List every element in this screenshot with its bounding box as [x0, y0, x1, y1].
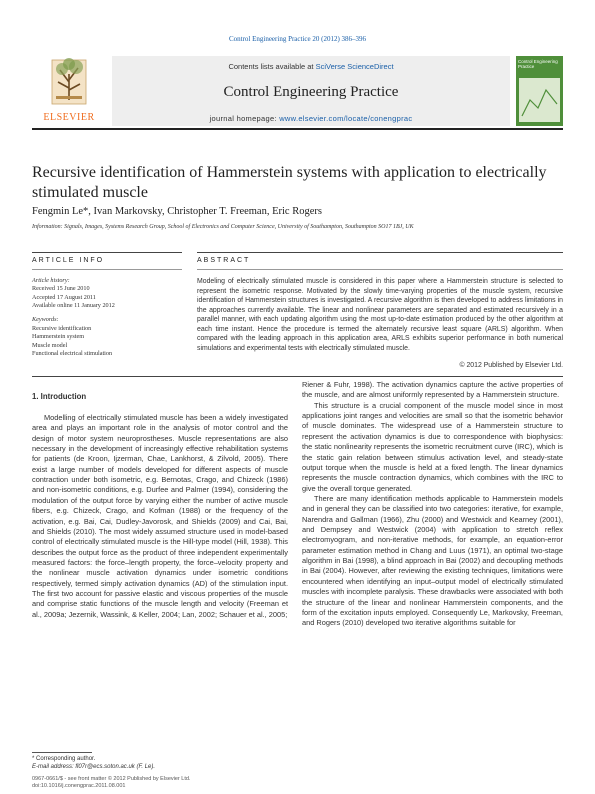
body-left-column	[32, 392, 288, 620]
abstract-copyright: © 2012 Published by Elsevier Ltd.	[459, 362, 563, 369]
history-received: Received 15 June 2010	[32, 285, 90, 293]
keyword: Recursive identification	[32, 324, 92, 332]
elsevier-wordmark: ELSEVIER	[43, 112, 95, 123]
footnote	[32, 755, 288, 771]
abstract-heading: ABSTRACT	[197, 257, 251, 264]
abstract-bottom-rule	[32, 376, 563, 377]
contents-prefix: Contents lists available at	[228, 62, 316, 71]
homepage-prefix: journal homepage:	[209, 114, 280, 123]
author-affiliation: Information: Signals, Images, Systems Research Group, School of Electronics and Computer Science, University of Southampton, Southampton SO17 1BJ, UK	[32, 224, 414, 230]
body-right-column	[302, 380, 563, 629]
keywords-label: Keywords:	[32, 316, 59, 324]
info-top-rule	[32, 252, 182, 253]
journal-homepage	[112, 114, 510, 123]
journal-citation[interactable]: Control Engineering Practice 20 (2012) 386–396	[228, 35, 367, 43]
info-mid-rule	[32, 269, 182, 270]
section-heading-introduction: 1. Introduction	[32, 392, 87, 401]
abstract-top-rule	[197, 252, 563, 253]
abstract-text: Modeling of electrically stimulated muscle is considered in this paper where a Hammerstein structure is selected to represent the isometric response. Motivated by the slowly time-varying properties of the muscle system, recursive identification of Hammerstein structures is investigated. A recursive algorithm is then developed to address limitations in the approaches currently available. The linear and nonlinear parameters are separated and estimated recursively in a parallel manner, with each updating algorithm using the most up-to-date estimation produced by the other algorithm at each time instant. Hence the procedure is termed the alternately recursive least square (ARLS) algorithm. When compared with the leading approach in this application area, ARLS exhibits superior performance in both numerical simulations and experimental tests with electrically stimulated muscle.	[197, 278, 563, 352]
corresponding-author-note: * Corresponding author.	[32, 756, 96, 762]
keyword: Functional electrical stimulation	[32, 349, 113, 357]
article-info	[32, 277, 182, 358]
footnote-rule	[32, 752, 92, 753]
article-authors: Fengmin Le*, Ivan Markovsky, Christopher T. Freeman, Eric Rogers	[32, 206, 322, 217]
front-matter	[32, 776, 288, 790]
history-online: Available online 11 January 2012	[32, 302, 115, 310]
cover-title: Control Engineering Practice	[518, 59, 558, 69]
article-title: Recursive identification of Hammerstein systems with application to electrically stimulated muscle	[32, 164, 547, 201]
paragraph: There are many identification methods applicable to Hammerstein models and in general they can be classified into two categories: iterative, for example, Narendra and Gallman (1966), Zhu (2000) and Westwick and Kearney (2001), and Dempsey and Westwick (2004) with application to stretch reflex electromyogram, and non-iterative methods, for example, an equation-error parameter estimation method in Chang and Luus (1971), an optimal two-stage algorithm in Bai (1998), a blind approach in Bai (2002) and decoupling methods in Bai (2004). However, after reviewing the existing techniques, limitations were encountered when identifying an input–output model of electrically stimulated muscles with incomplete paralysis. These drawbacks were associated with both the structure of the linear and nonlinear Hammerstein components, and the form of the excitation inputs employed. Consequently Le, Markovsky, Freeman, and Rogers (2010) developed two iterative algorithms suitable for	[302, 493, 563, 628]
issn-line: 0967-0661/$ - see front matter © 2012 Published by Elsevier Ltd.	[32, 776, 191, 782]
paragraph: Riener & Fuhr, 1998). The activation dynamics capture the active properties of the muscle, and are almost uniformly represented by a Hammerstein structure.	[302, 380, 563, 400]
header-divider	[32, 128, 563, 130]
doi-line[interactable]: doi:10.1016/j.conengprac.2011.08.001	[32, 783, 126, 790]
contents-available	[112, 62, 510, 71]
journal-title: Control Engineering Practice	[223, 84, 399, 100]
homepage-link[interactable]: www.elsevier.com/locate/conengprac	[279, 114, 413, 123]
keyword: Muscle model	[32, 341, 68, 349]
history-label: Article history:	[32, 277, 70, 284]
article-info-heading: ARTICLE INFO	[32, 257, 105, 264]
history-accepted: Accepted 17 August 2011	[32, 293, 96, 301]
keyword: Hammerstein system	[32, 333, 85, 341]
abstract-mid-rule	[197, 269, 563, 270]
author-email[interactable]: E-mail address: fl07r@ecs.soton.ac.uk (F. Le).	[32, 764, 156, 771]
paragraph: This structure is a crucial component of the muscle model since in most applications joint ranges and velocities are small so that the isometric behavior of muscle dominates. The widespread use of a Hammerstein structure to represent the activation dynamics is due to correspondence with biophysics: the static nonlinearity represents the isometric recruitment curve (IRC), which is the static gain relation between stimulus activation level, and steady-state output torque when the muscle is held at a fixed length. The linear dynamics represents the muscle contraction dynamics, which combines with the IRC to give the overall torque generated.	[302, 400, 563, 493]
paragraph: Modelling of electrically stimulated muscle has been a widely investigated area and plays an important role in the analysis of motor control and the design of motor system neuroprostheses. Muscle representations are also necessary in the development of increasingly effective rehabilitation systems for patients (de Kroon, Ijzerman, Chae, Lankhorst, & Zilvold, 2005). There exist a large number of models developed for different aspects of muscle contraction under both isometric, e.g. Bernotas, Crago, and Chizeck (1986) and non-isometric conditions, e.g. Durfee and Palmer (1994), considering the modulation of the output force by varying either the number of active muscle fibers, e.g. Chizeck, Crago, and Kofman (1988) or the frequency of the activation, e.g. Bai, Cai, Dudley-Javorosk, and Shields (2009) and Cai, Bai, and Shields (2010). The most widely assumed structure used in model-based control of electrically stimulated muscle is the Hill-type model (Hill, 1938). This describes the output force as the product of three independent experimentally measured factors: the force–length property, the force–velocity property and the nonlinear muscle activation dynamics under isometric conditions respectively, termed simply activation dynamics (AD) of the stimulation input. The first two account for passive elastic and viscous properties of the muscle and comprise static functions of the muscle length and velocity (Freeman et al., 2009a; Jezernik, Wassink, & Keller, 2004; Lan, 2002; Schauer et al., 2005;	[32, 412, 288, 619]
sciencedirect-link[interactable]: SciVerse ScienceDirect	[315, 62, 394, 71]
